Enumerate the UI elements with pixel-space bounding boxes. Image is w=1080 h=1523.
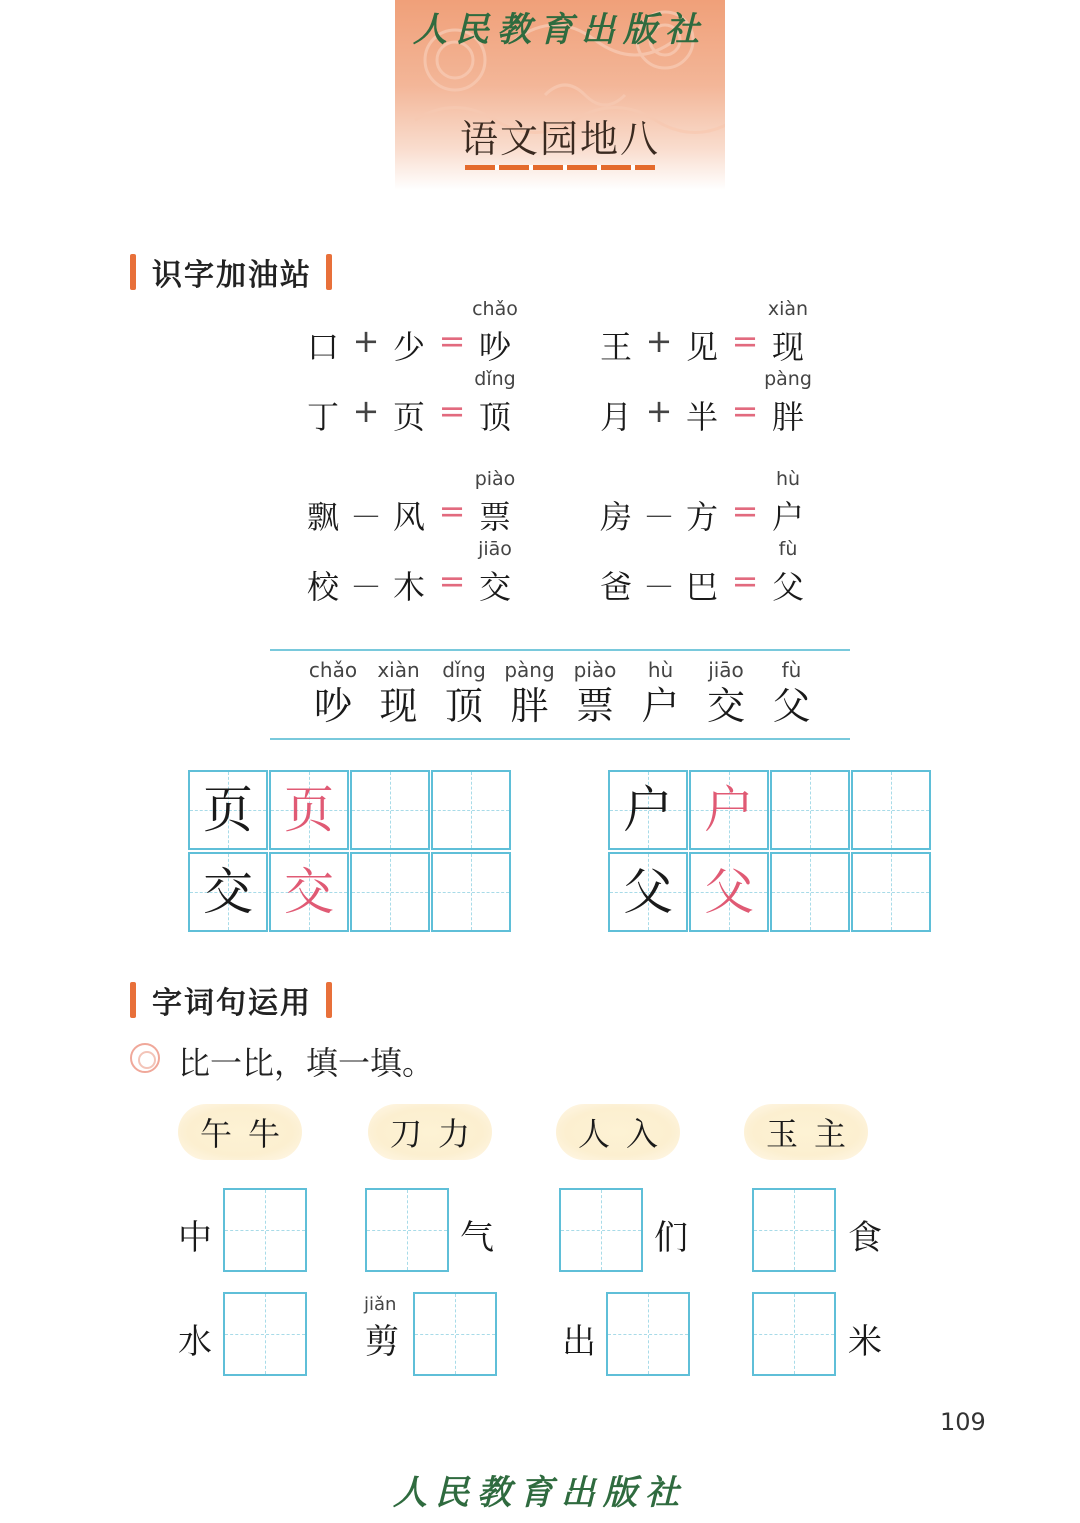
section-label: 识字加油站 (152, 258, 312, 293)
equation-eq: = (731, 322, 759, 360)
section-header-usage (130, 980, 332, 1020)
equation-a: 王 (599, 328, 632, 366)
summary-hanzi: 现 (379, 684, 418, 728)
grid-cell-empty[interactable] (770, 770, 850, 850)
equation-result: 吵 (478, 328, 511, 366)
summary-pinyin: fù (781, 658, 802, 682)
pair-char: 力 (437, 1115, 470, 1153)
summary-char (431, 658, 497, 728)
equation-eq: = (438, 322, 466, 360)
summary-char (497, 658, 563, 728)
summary-hanzi: 胖 (510, 684, 549, 728)
grid-cell-filled (188, 770, 268, 850)
answer-box[interactable] (752, 1188, 836, 1272)
equation-result: 交 (478, 568, 511, 606)
equation-a: 月 (599, 398, 632, 436)
section-header-recognition (130, 252, 332, 292)
publisher-logo: 人民教育出版社 (413, 10, 707, 50)
equation-result: 户 (771, 498, 804, 536)
answer-box[interactable] (223, 1188, 307, 1272)
grid-cell-empty[interactable] (851, 852, 931, 932)
equation-b: 木 (392, 568, 425, 606)
grid-cell-filled (608, 852, 688, 932)
equation-op: + (352, 322, 380, 360)
section-bar-right (326, 982, 332, 1018)
summary-char (628, 658, 694, 728)
char-pair (368, 1104, 492, 1160)
equation-pinyin: xiàn (767, 298, 809, 320)
answer-box[interactable] (559, 1188, 643, 1272)
trace-char: 父 (704, 863, 754, 921)
equation-pinyin: chǎo (472, 298, 518, 320)
equation-eq: = (731, 562, 759, 600)
grid-cell-filled (689, 770, 769, 850)
grid-cell-empty[interactable] (851, 770, 931, 850)
word-char: 出 (562, 1322, 596, 1362)
equation-b: 页 (392, 398, 425, 436)
summary-hanzi: 交 (706, 684, 745, 728)
summary-char (759, 658, 825, 728)
word-pinyin: jiǎn (364, 1294, 397, 1315)
equation-eq: = (438, 392, 466, 430)
model-char: 页 (203, 781, 253, 839)
summary-pinyin: chǎo (308, 658, 358, 682)
grid-cell-filled (608, 770, 688, 850)
summary-hanzi: 票 (575, 684, 614, 728)
answer-box[interactable] (413, 1292, 497, 1376)
equation-pinyin: dǐng (474, 368, 516, 390)
trace-char: 户 (704, 781, 754, 839)
equation-op: + (645, 392, 673, 430)
summary-hanzi: 吵 (313, 684, 352, 728)
equation-op: － (349, 568, 382, 606)
equation-eq: = (731, 392, 759, 430)
title-underline (465, 165, 655, 170)
answer-box[interactable] (752, 1292, 836, 1376)
equation-pinyin: jiāo (478, 538, 512, 560)
summary-bottom-rule (270, 738, 850, 740)
word-char: 水 (178, 1322, 212, 1362)
equation-op: + (645, 322, 673, 360)
summary-char (366, 658, 432, 728)
char-pair (744, 1104, 868, 1160)
pair-char: 主 (813, 1115, 846, 1153)
grid-cell-filled (689, 852, 769, 932)
summary-pinyin: dǐng (442, 658, 486, 682)
exercise-title: 比一比，填一填。 (178, 1044, 435, 1082)
equation-b: 巴 (685, 568, 718, 606)
equation-b: 见 (685, 328, 718, 366)
header-banner (395, 0, 725, 190)
char-pair (178, 1104, 302, 1160)
grid-cell-filled (269, 770, 349, 850)
equation-eq: = (438, 492, 466, 530)
grid-cell-filled (269, 852, 349, 932)
equation-op: － (642, 568, 675, 606)
footer-publisher-logo: 人民教育出版社 (393, 1473, 687, 1513)
summary-char (562, 658, 628, 728)
equation-b: 半 (685, 398, 718, 436)
section-bar-left (130, 982, 136, 1018)
equation-a: 校 (306, 568, 339, 606)
pair-char: 牛 (247, 1115, 280, 1153)
equation-pinyin: pàng (764, 368, 812, 390)
equation-b: 风 (392, 498, 425, 536)
grid-cell-filled (188, 852, 268, 932)
word-char: 剪 (365, 1322, 399, 1362)
word-char: 米 (848, 1322, 882, 1362)
pair-char: 午 (199, 1115, 232, 1153)
word-char: 气 (460, 1218, 494, 1258)
equation-a: 飘 (306, 498, 339, 536)
summary-char (693, 658, 759, 728)
summary-hanzi: 户 (641, 684, 680, 728)
answer-box[interactable] (223, 1292, 307, 1376)
grid-cell-empty[interactable] (770, 852, 850, 932)
equation-result: 顶 (478, 398, 511, 436)
trace-char: 页 (284, 781, 334, 839)
page-number: 109 (940, 1408, 986, 1436)
equation-result: 现 (771, 328, 804, 366)
summary-hanzi: 顶 (444, 684, 483, 728)
section-label: 字词句运用 (152, 986, 312, 1021)
summary-char (300, 658, 366, 728)
equation-a: 口 (306, 328, 339, 366)
equation-pinyin: piào (474, 468, 516, 490)
grid-cell-empty[interactable] (431, 770, 511, 850)
equation-result: 父 (771, 568, 804, 606)
equation-result: 胖 (771, 398, 804, 436)
model-char: 父 (623, 863, 673, 921)
equation-pinyin: fù (778, 538, 798, 560)
word-char: 食 (848, 1218, 882, 1258)
answer-box[interactable] (606, 1292, 690, 1376)
summary-pinyin: jiāo (708, 658, 744, 682)
section-bar-right (326, 254, 332, 290)
exercise-icon (130, 1043, 160, 1073)
equation-a: 爸 (599, 568, 632, 606)
equation-op: － (642, 498, 675, 536)
summary-pinyin: xiàn (377, 658, 420, 682)
summary-pinyin: pàng (504, 658, 555, 682)
equation-b: 方 (685, 498, 718, 536)
equation-op: － (349, 498, 382, 536)
pair-char: 人 (577, 1115, 610, 1153)
section-bar-left (130, 254, 136, 290)
model-char: 户 (623, 781, 673, 839)
equation-b: 少 (392, 328, 425, 366)
summary-top-rule (270, 649, 850, 651)
char-pair (556, 1104, 680, 1160)
summary-hanzi: 父 (772, 684, 811, 728)
page-title: 语文园地八 (459, 117, 660, 161)
grid-cell-empty[interactable] (350, 852, 430, 932)
equation-op: + (352, 392, 380, 430)
equation-a: 房 (599, 498, 632, 536)
pair-char: 刀 (389, 1115, 422, 1153)
word-char: 们 (654, 1218, 688, 1258)
word-char: 中 (178, 1218, 212, 1258)
model-char: 交 (203, 863, 253, 921)
trace-char: 交 (284, 863, 334, 921)
equation-pinyin: hù (775, 468, 801, 490)
summary-pinyin: hù (647, 658, 674, 682)
grid-cell-empty[interactable] (431, 852, 511, 932)
pair-char: 入 (625, 1115, 658, 1153)
equation-eq: = (731, 492, 759, 530)
equation-eq: = (438, 562, 466, 600)
pair-char: 玉 (765, 1115, 798, 1153)
grid-cell-empty[interactable] (350, 770, 430, 850)
summary-pinyin: piào (573, 658, 617, 682)
equation-result: 票 (478, 498, 511, 536)
answer-box[interactable] (365, 1188, 449, 1272)
equation-a: 丁 (306, 398, 339, 436)
